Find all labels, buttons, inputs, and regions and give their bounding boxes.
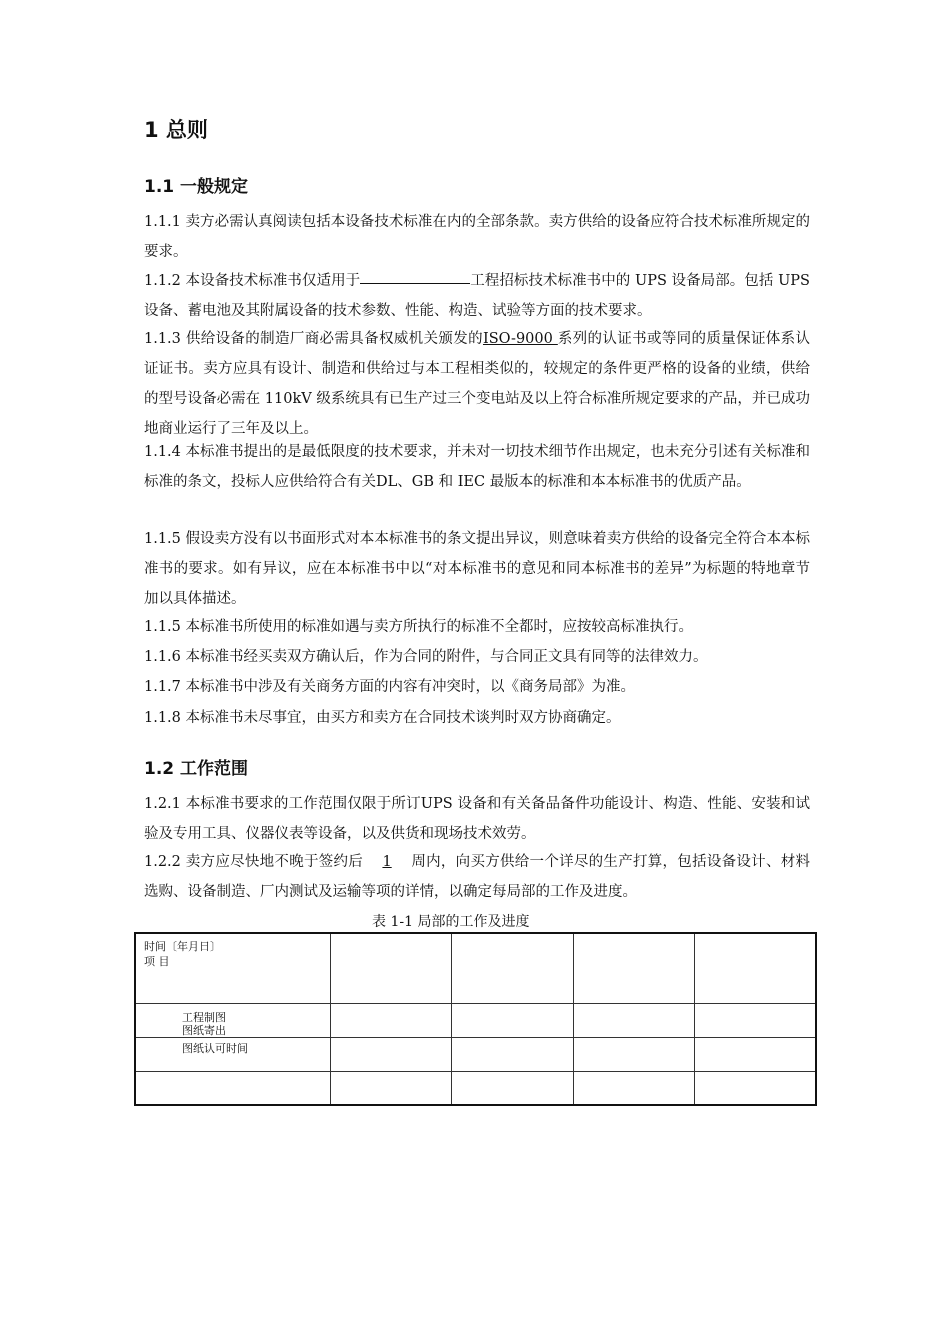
date-column-3 [573, 933, 694, 1003]
date-column-1 [331, 933, 452, 1003]
date-column-4 [695, 933, 816, 1003]
weeks-value: 1 [382, 854, 392, 870]
schedule-table [134, 932, 817, 1106]
table-row [135, 1003, 816, 1037]
header-item-label: 项 目 [144, 955, 170, 968]
paragraph-1-1-3-suffix: 系列的认证书或等同的质量保证体系认证证书。卖方应具有设计、制造和供给过与本工程相类似的，较规定的条件更严格的设备的业绩，供给的型号设备必需在 110kV 级系统具有已生产过三个变电站及以上符合标准所规定要求的产品，并已成功地商业运行了三年及以上。 [144, 331, 811, 437]
paragraph-1-1-1: 1.1.1 卖方必需认真阅读包括本设备技术标准在内的全部条款。卖方供给的设备应符合技术标准所规定的要求。 [144, 214, 810, 260]
table-cell [695, 1071, 816, 1105]
paragraph-1-1-5: 1.1.5 假设卖方没有以书面形式对本本标准书的条文提出异议，则意味着卖方供给的设备完全符合本本标准书的要求。如有异议，应在本标准书中以“对本标准书的意见和同本标准书的差异”为标题的特地章节加以具体描述。 [144, 531, 810, 607]
section-1-2-title: 1.2 工作范围 [144, 759, 249, 779]
page-heading: 1 总则 [144, 118, 208, 142]
paragraph-1-2-2 [144, 847, 810, 907]
section-1-1-title: 1.1 一般规定 [144, 177, 249, 197]
table-cell [695, 1003, 816, 1037]
row-label-approval-text: 图纸认可时间 [182, 1041, 248, 1055]
paragraph-1-1-3 [144, 324, 810, 444]
project-name-blank [360, 268, 470, 284]
paragraph-1-1-4: 1.1.4 本标准书提出的是最低限度的技术要求，并未对一切技术细节作出规定，也未充分引述有关标准和标准的条文，投标人应供给符合有关DL、GB 和 IEC 最版本的标准和本本标准书的优质产品。 [144, 444, 810, 490]
table-caption: 表 1-1 局部的工作及进度 [372, 914, 530, 930]
paragraph-1-1-3-prefix: 1.1.3 供给设备的制造厂商必需具备权威机关颁发的 [144, 331, 483, 347]
table-cell [331, 1037, 452, 1071]
iso-standard: ISO-9000 [482, 331, 558, 347]
table-cell [331, 1003, 452, 1037]
paragraph-1-1-2 [144, 266, 810, 326]
paragraph-1-1-7: 1.1.7 本标准书中涉及有关商务方面的内容有冲突时，以《商务局部》为准。 [144, 679, 636, 695]
table-cell [135, 1071, 331, 1105]
paragraph-1-1-2-suffix: 工程招标技术标准书中的 UPS 设备局部。包括 UPS 设备、蓄电池及其附属设备的技术参数、性能、构造、试验等方面的技术要求。 [144, 273, 810, 319]
paragraph-1-1-8: 1.1.8 本标准书未尽事宜，由买方和卖方在合同技术谈判时双方协商确定。 [144, 710, 621, 726]
paragraph-1-1-2-prefix: 1.1.2 本设备技术标准书仅适用于 [144, 273, 361, 289]
paragraph-1-2-1: 1.2.1 本标准书要求的工作范围仅限于所订UPS 设备和有关备品备件功能设计、构造、性能、安装和试验及专用工具、仪器仪表等设备，以及供货和现场技术效劳。 [144, 796, 810, 842]
row-label-drawing [135, 1003, 331, 1037]
header-time-label: 时间〔年月日〕 [144, 940, 221, 953]
table-cell [573, 1071, 694, 1105]
paragraph-1-1-5b: 1.1.5 本标准书所使用的标准如遇与卖方所执行的标准不全都时，应按较高标准执行。 [144, 619, 694, 635]
table-cell [331, 1071, 452, 1105]
paragraph-1-2-2-prefix: 1.2.2 卖方应尽快地不晚于签约后 [144, 854, 364, 870]
row-label-approval [135, 1037, 331, 1071]
table-header-row [135, 933, 816, 1003]
date-column-2 [452, 933, 573, 1003]
paragraph-1-1-6: 1.1.6 本标准书经买卖双方确认后，作为合同的附件，与合同正文具有同等的法律效力。 [144, 649, 708, 665]
row-label-drawing-text: 工程制图 [182, 1010, 226, 1024]
table-row [135, 1071, 816, 1105]
header-cell [135, 933, 331, 1003]
paragraph-1-2-2-suffix: 周内，向买方供给一个详尽的生产打算，包括设备设计、材料选购、设备制造、厂内测试及运输等项的详情，以确定每局部的工作及进度。 [144, 854, 810, 900]
table-cell [573, 1003, 694, 1037]
table-cell [452, 1071, 573, 1105]
table-cell [452, 1037, 573, 1071]
table-row [135, 1037, 816, 1071]
table-cell [452, 1003, 573, 1037]
row-label-sent-text: 图纸寄出 [182, 1023, 226, 1037]
table-cell [695, 1037, 816, 1071]
table-cell [573, 1037, 694, 1071]
